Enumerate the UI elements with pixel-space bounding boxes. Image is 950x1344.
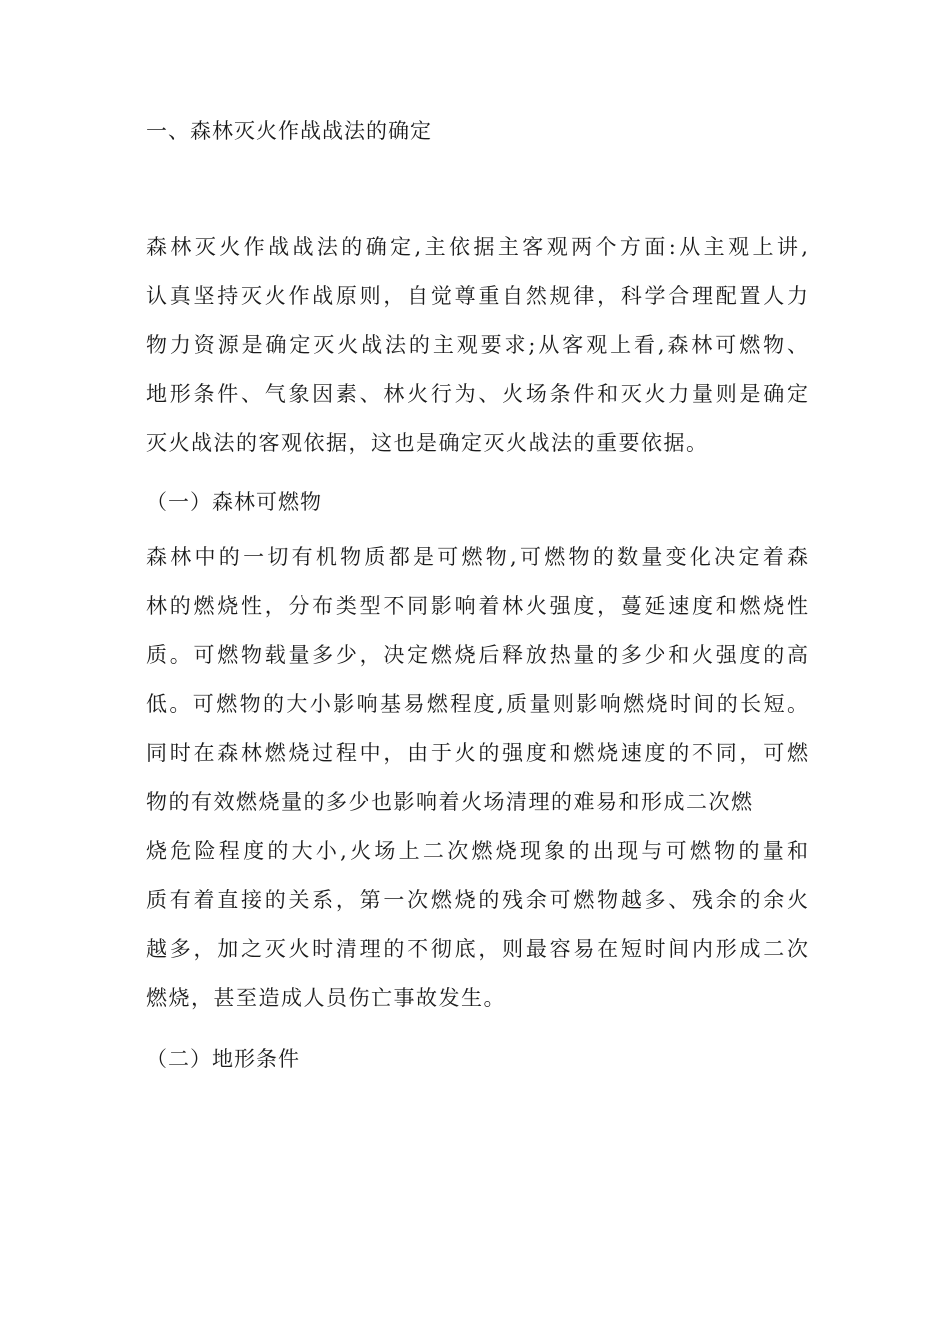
- paragraph-line: 森林中的一切有机物质都是可燃物,可燃物的数量变化决定着森: [146, 545, 808, 569]
- paragraph-line: 物力资源是确定灭火战法的主观要求;从客观上看,森林可燃物、: [146, 333, 808, 357]
- paragraph-line: 物的有效燃烧量的多少也影响着火场清理的难易和形成二次燃: [146, 790, 754, 814]
- subsection-title-terrain: （二）地形条件: [146, 1047, 300, 1071]
- paragraph-line: 烧危险程度的大小,火场上二次燃烧现象的出现与可燃物的量和: [146, 839, 808, 863]
- paragraph-line: 森林灭火作战战法的确定,主依据主客观两个方面:从主观上讲,: [146, 235, 808, 259]
- paragraph-line: 林的燃烧性，分布类型不同影响着林火强度，蔓延速度和燃烧性: [146, 594, 808, 618]
- paragraph-line: 越多，加之灭火时清理的不彻底，则最容易在短时间内形成二次: [146, 937, 808, 961]
- paragraph-line: 质。可燃物载量多少，决定燃烧后释放热量的多少和火强度的高: [146, 643, 808, 667]
- fuels-paragraph: [146, 533, 808, 1023]
- paragraph-line: 燃烧，甚至造成人员伤亡事故发生。: [146, 986, 506, 1010]
- paragraph-line: 灭火战法的客观依据，这也是确定灭火战法的重要依据。: [146, 431, 709, 455]
- paragraph-line: 地形条件、气象因素、林火行为、火场条件和灭火力量则是确定: [146, 382, 808, 406]
- paragraph-line: 同时在森林燃烧过程中，由于火的强度和燃烧速度的不同，可燃: [146, 741, 808, 765]
- paragraph-line: 质有着直接的关系，第一次燃烧的残余可燃物越多、残余的余火: [146, 888, 808, 912]
- paragraph-line: 认真坚持灭火作战原则，自觉尊重自然规律，科学合理配置人力: [146, 284, 808, 308]
- subsection-title-fuels: （一）森林可燃物: [146, 490, 322, 514]
- paragraph-line: 低。可燃物的大小影响基易燃程度,质量则影响燃烧时间的长短。: [146, 692, 808, 716]
- section-title: 一、森林灭火作战战法的确定: [146, 119, 432, 143]
- intro-paragraph: [146, 223, 808, 468]
